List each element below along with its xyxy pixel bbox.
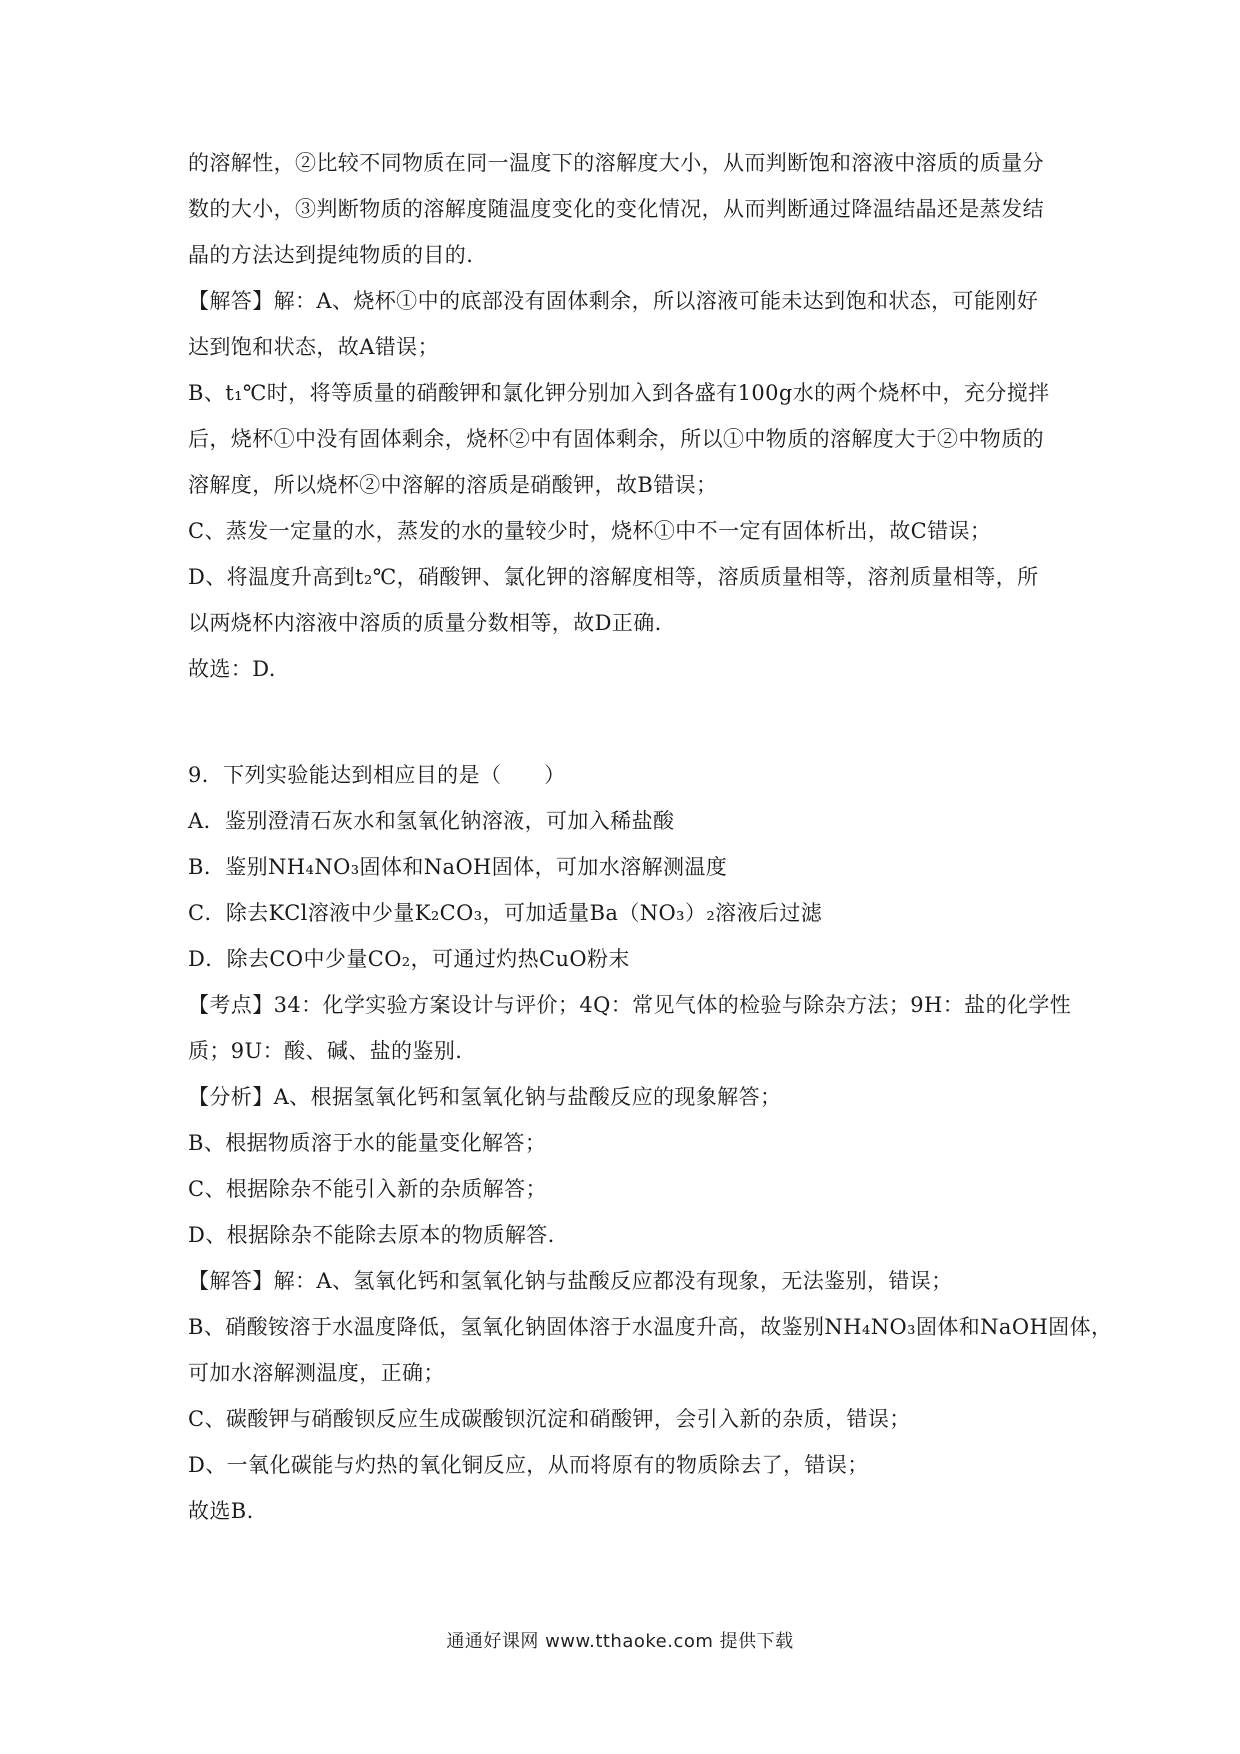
text-line: 晶的方法达到提纯物质的目的. <box>188 243 474 267</box>
text-line: D、将温度升高到t₂℃，硝酸钾、氯化钾的溶解度相等，溶质质量相等，溶剂质量相等，所 <box>188 565 1039 589</box>
option-c: C．除去KCl溶液中少量K₂CO₃，可加适量Ba（NO₃）₂溶液后过滤 <box>188 901 823 925</box>
jieda-line: C、碳酸钾与硝酸钡反应生成碳酸钡沉淀和硝酸钾，会引入新的杂质，错误； <box>188 1407 911 1431</box>
text-line: 溶解度，所以烧杯②中溶解的溶质是硝酸钾，故B错误； <box>188 473 718 497</box>
fenxi-line: B、根据物质溶于水的能量变化解答； <box>188 1131 547 1155</box>
section-gap <box>188 692 1068 752</box>
document-body <box>188 140 1113 1534</box>
choice-line: 故选B. <box>188 1499 254 1523</box>
jieda-line: D、一氧化碳能与灼热的氧化铜反应，从而将原有的物质除去了，错误； <box>188 1453 869 1477</box>
option-b: B．鉴别NH₄NO₃固体和NaOH固体，可加水溶解测温度 <box>188 855 728 879</box>
jieda-line: 可加水溶解测温度，正确； <box>188 1361 445 1385</box>
footer-credit: 通通好课网 www.tthaoke.com 提供下载 <box>446 1631 794 1652</box>
jieda-line: 【解答】解：A、氢氧化钙和氢氧化钠与盐酸反应都没有现象，无法鉴别，错误； <box>188 1269 953 1293</box>
fenxi-line: D、根据除杂不能除去原本的物质解答. <box>188 1223 555 1247</box>
fenxi-line: C、根据除杂不能引入新的杂质解答； <box>188 1177 547 1201</box>
text-line: 数的大小，③判断物质的溶解度随温度变化的变化情况，从而判断通过降温结晶还是蒸发结 <box>188 197 1044 221</box>
text-line: 达到饱和状态，故A错误； <box>188 335 439 359</box>
text-line: 后，烧杯①中没有固体剩余，烧杯②中有固体剩余，所以①中物质的溶解度大于②中物质的 <box>188 427 1044 451</box>
text-line: 的溶解性，②比较不同物质在同一温度下的溶解度大小，从而判断饱和溶液中溶质的质量分 <box>188 151 1044 175</box>
question-stem: 9．下列实验能达到相应目的是（ ） <box>188 763 566 787</box>
jieda-line: B、硝酸铵溶于水温度降低，氢氧化钠固体溶于水温度升高，故鉴别NH₄NO₃固体和NaOH固体， <box>188 1315 1113 1339</box>
option-d: D．除去CO中少量CO₂，可通过灼热CuO粉末 <box>188 947 630 971</box>
kaodian-line: 【考点】34：化学实验方案设计与评价；4Q：常见气体的检验与除杂方法；9H：盐的化学性 <box>188 993 1072 1017</box>
text-line: B、t₁℃时，将等质量的硝酸钾和氯化钾分别加入到各盛有100g水的两个烧杯中，充分搅拌 <box>188 381 1050 405</box>
answer-line: 【解答】解：A、烧杯①中的底部没有固体剩余，所以溶液可能未达到饱和状态，可能刚好 <box>188 289 1039 313</box>
fenxi-line: 【分析】A、根据氢氧化钙和氢氧化钠与盐酸反应的现象解答； <box>188 1085 782 1109</box>
choice-line: 故选：D. <box>188 657 276 681</box>
kaodian-line: 质；9U：酸、碱、盐的鉴别. <box>188 1039 463 1063</box>
text-line: 以两烧杯内溶液中溶质的质量分数相等，故D正确. <box>188 611 662 635</box>
option-a: A．鉴别澄清石灰水和氢氧化钠溶液，可加入稀盐酸 <box>188 809 675 833</box>
text-line: C、蒸发一定量的水，蒸发的水的量较少时，烧杯①中不一定有固体析出，故C错误； <box>188 519 992 543</box>
